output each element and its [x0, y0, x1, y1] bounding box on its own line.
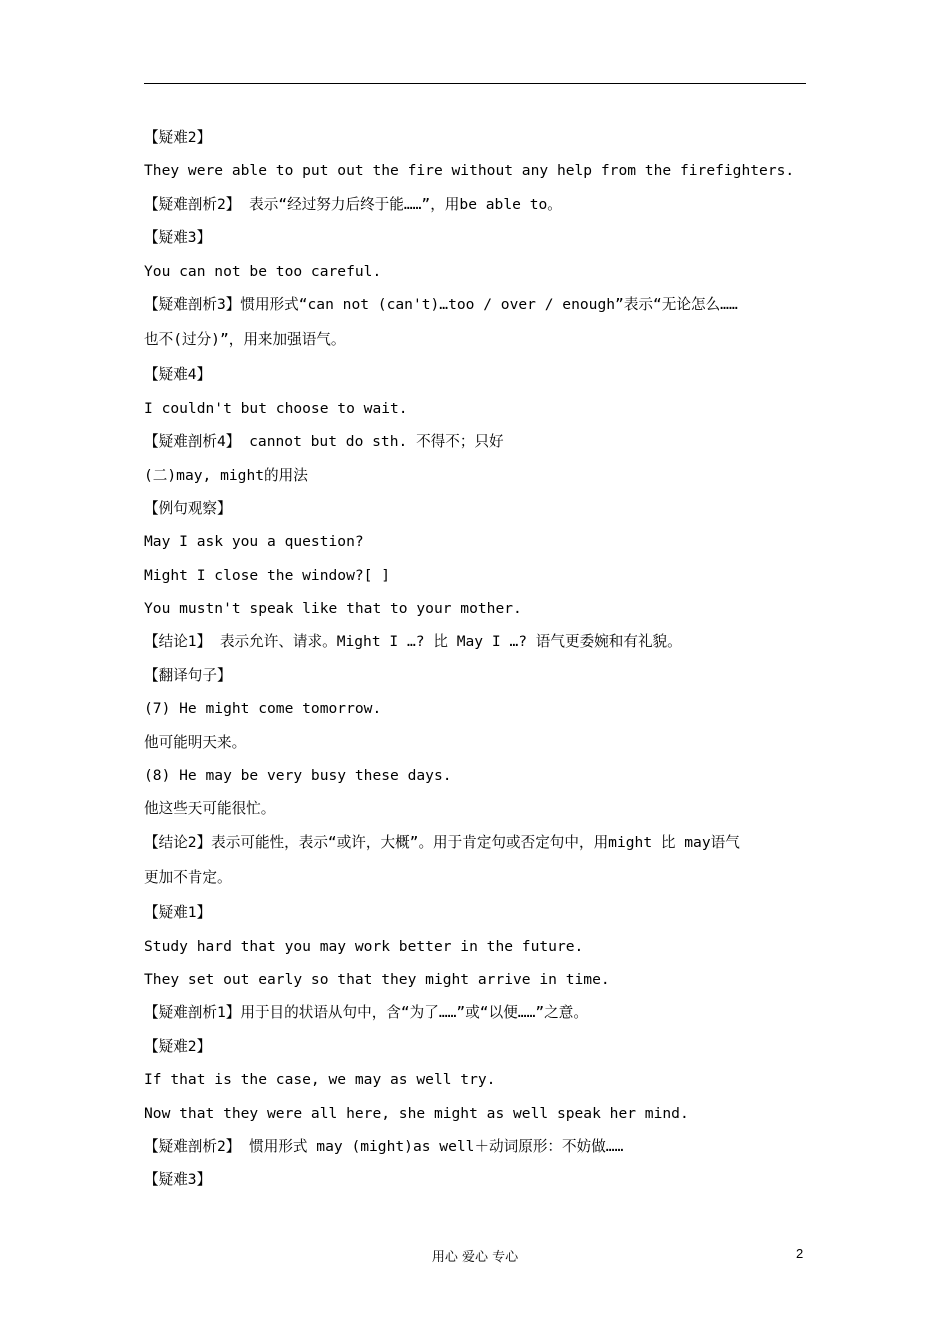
text-line: (8) He may be very busy these days.	[144, 767, 452, 785]
page-number: 2	[796, 1246, 804, 1261]
text-line: 【结论2】表示可能性，表示“或许，大概”。用于肯定句或否定句中，用might 比 may语气	[144, 833, 740, 851]
text-line: 【疑难2】	[144, 1037, 212, 1055]
text-line: (二)may, might的用法	[144, 466, 308, 484]
text-line: (7) He might come tomorrow.	[144, 700, 382, 718]
header-rule	[144, 83, 806, 84]
text-line: 【疑难剖析3】惯用形式“can not (can't)…too / over / enough”表示“无论怎么……	[144, 295, 738, 313]
text-line: 【例句观察】	[144, 499, 232, 517]
text-line: You can not be too careful.	[144, 262, 382, 280]
text-line: I couldn't but choose to wait.	[144, 399, 408, 417]
text-line: 【疑难剖析2】 惯用形式 may (might)as well＋动词原形：不妨做……	[144, 1137, 624, 1155]
text-line: 【疑难1】	[144, 904, 212, 922]
text-line: 也不(过分)”，用来加强语气。	[144, 331, 346, 349]
text-line: 【结论1】 表示允许、请求。Might I …? 比 May I …? 语气更委婉和有礼貌。	[144, 633, 682, 651]
text-line: You mustn't speak like that to your mother.	[144, 600, 522, 618]
text-line: If that is the case, we may as well try.	[144, 1071, 496, 1089]
footer-motto: 用心 爱心 专心	[431, 1250, 519, 1265]
text-line: 他这些天可能很忙。	[144, 800, 276, 818]
text-line: They set out early so that they might arrive in time.	[144, 970, 610, 988]
text-line: 更加不肯定。	[144, 869, 232, 887]
text-line: Study hard that you may work better in the future.	[144, 937, 584, 955]
text-line: 【疑难3】	[144, 229, 212, 247]
text-line: 【翻译句子】	[144, 666, 232, 684]
text-line: Might I close the window?[ ]	[144, 566, 391, 584]
text-line: 【疑难剖析2】 表示“经过努力后终于能……”，用be able to。	[144, 195, 562, 213]
text-line: 他可能明天来。	[144, 733, 247, 751]
text-line: Now that they were all here, she might as well speak her mind.	[144, 1104, 689, 1122]
text-line: 【疑难4】	[144, 366, 212, 384]
text-line: 【疑难2】	[144, 129, 212, 146]
text-line: May I ask you a question?	[144, 533, 364, 551]
text-line: 【疑难剖析1】用于目的状语从句中，含“为了……”或“以便……”之意。	[144, 1004, 588, 1022]
body-text	[144, 121, 808, 1197]
text-line: 【疑难3】	[144, 1171, 212, 1189]
text-line: They were able to put out the fire without any help from the firefighters.	[144, 162, 795, 180]
text-line: 【疑难剖析4】 cannot but do sth. 不得不；只好	[144, 433, 504, 451]
